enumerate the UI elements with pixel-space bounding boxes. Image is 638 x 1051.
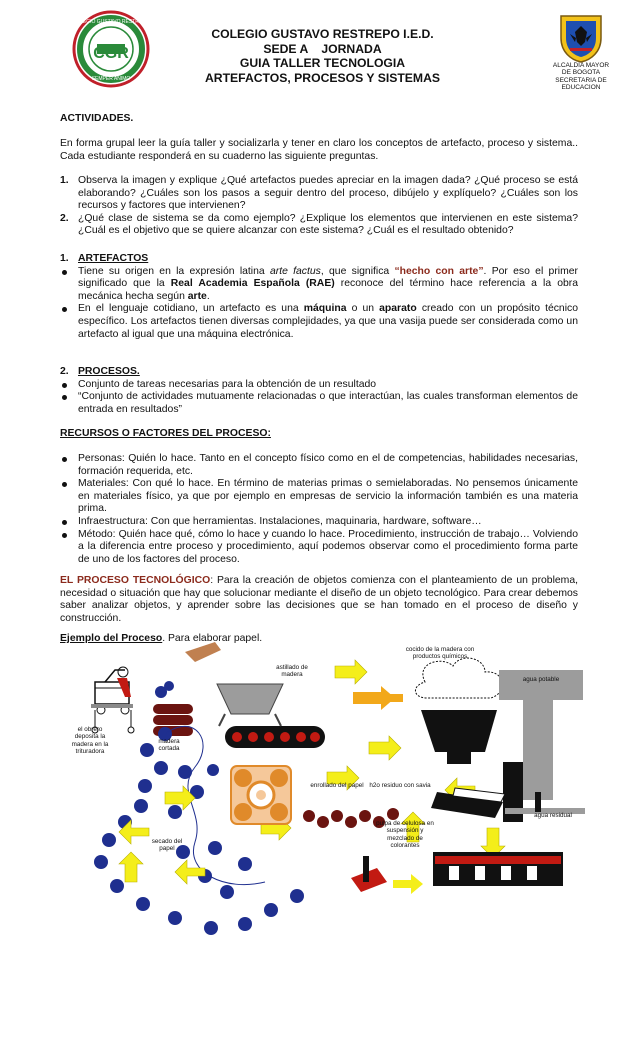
recursos-title: RECURSOS O FACTORES DEL PROCESO: xyxy=(60,428,271,439)
label-agua-residual: agua residual xyxy=(534,812,572,819)
text-run: Tiene su origen en la expresión latina xyxy=(78,265,270,277)
questions-list xyxy=(60,175,578,238)
text-bold: arte xyxy=(187,290,207,302)
text-run: . Por eso el primer significado que la xyxy=(78,265,578,290)
procesos-section xyxy=(60,366,578,416)
question-1 xyxy=(60,175,578,213)
recurso-metodo-text: Método: Quién hace qué, cómo lo hace y cuando lo hace. Procedimiento, instrucción de trabajo… Volviendo a la diferencia entre proceso y procedimiento, aquí podemos observar como el procedimiento forma parte de uno de los factores del proceso. xyxy=(78,528,578,565)
artefactos-heading xyxy=(60,253,578,266)
bullet-icon xyxy=(62,520,67,525)
bullet-icon xyxy=(62,270,67,275)
bullet-icon xyxy=(62,383,67,388)
text-bold: máquina xyxy=(303,303,347,315)
question-2 xyxy=(60,213,578,238)
proceso-tecnologico-title: EL PROCESO TECNOLÓGICO xyxy=(60,575,211,586)
document-header xyxy=(180,27,465,85)
procesos-bullet-2 xyxy=(60,391,578,416)
worker-cart-icon xyxy=(91,667,134,733)
procesos-bullet-1 xyxy=(60,379,578,392)
bullet-icon xyxy=(62,457,67,462)
label-secado: secado del papel xyxy=(151,838,183,853)
text-bold: aparato xyxy=(379,303,417,315)
grinder-hopper-icon xyxy=(185,642,283,726)
label-pulpa: pulpa de celulosa en suspensión y mezclado de colorantes xyxy=(376,820,434,849)
school-logo xyxy=(72,10,150,88)
alcaldia-line-3: SECRETARIA DE xyxy=(555,76,607,84)
procesos-number: 2. xyxy=(60,366,69,377)
artefactos-bullet-2 xyxy=(60,303,578,341)
artefactos-title: ARTEFACTOS xyxy=(78,253,149,264)
alcaldia-line-2: DE BOGOTA xyxy=(561,69,601,77)
label-enrollado: enrollado del papel xyxy=(310,782,364,789)
logo-text-bottom: SEMPER ANIMO xyxy=(91,76,131,82)
recurso-personas xyxy=(60,453,578,478)
roll-gears-icon xyxy=(231,766,291,824)
recurso-metodo xyxy=(60,529,578,567)
bullet-icon xyxy=(62,395,67,400)
recurso-materiales-text: Materiales: Con qué lo hace. En término de materias primas o semielaboradas. No pensemos únicamente en materiales físico, ya que por ejemplo en empresas de servicio la información también es una materia prima. xyxy=(78,478,578,515)
bullet-icon xyxy=(62,533,67,538)
text-bold-quote: “hecho con arte” xyxy=(394,265,484,277)
question-1-number: 1. xyxy=(60,175,69,186)
question-1-text: Observa la imagen y explique ¿Qué artefactos puedes apreciar en la imagen dada? ¿Qué proceso se está elaborando? ¿Cuáles son los pasos a seguir dentro del proceso, dibújelo y explíquelo? ¿Cuáles son los recursos y factores que intervienen? xyxy=(78,175,578,212)
header-school: COLEGIO GUSTAVO RESTREPO I.E.D. xyxy=(211,27,434,41)
paper-process-diagram xyxy=(65,642,585,942)
recurso-materiales xyxy=(60,478,578,516)
proceso-tecnologico-text: : Para la creación de objetos comienza con el planteamiento de un problema, necesidad o situación que hay que solucionar mediante el diseño de un objeto tecnológico. Para crear debemos saber analizar objetos, y aprender sobre las decisiones que se han tomado en el proceso de diseño y construcción. xyxy=(60,575,578,624)
artefactos-section xyxy=(60,253,578,341)
label-astillado: astillado de madera xyxy=(276,664,308,679)
text-run: En el lenguaje cotidiano, un artefacto es una xyxy=(78,303,304,315)
ejemplo-title: Ejemplo del Proceso xyxy=(60,633,163,644)
recursos-list xyxy=(60,453,578,566)
alcaldia-caption xyxy=(540,62,622,92)
recurso-infraestructura-text: Infraestructura: Con que herramientas. Instalaciones, maquinaria, hardware, software… xyxy=(78,515,482,527)
logo-text-top: COLEGIO GUSTAVO RESTREPO xyxy=(72,19,150,25)
text-run: reconoce del término hace referencia a la obra mecánica hecha según xyxy=(78,278,578,302)
conveyor-belt-icon xyxy=(225,726,325,748)
label-cocido: cocido de la madera con productos químicos xyxy=(405,646,475,661)
alcaldia-line-4: EDUCACION xyxy=(561,84,601,92)
label-agua-potable: agua potable xyxy=(522,676,560,683)
recurso-infraestructura xyxy=(60,516,578,529)
bogota-coat-of-arms-icon xyxy=(556,12,606,64)
procesos-title: PROCESOS. xyxy=(78,366,140,377)
label-h2o: h2o residuo con savia xyxy=(369,782,431,789)
text-run: o un xyxy=(346,303,380,315)
artefactos-number: 1. xyxy=(60,253,69,264)
bullet-icon xyxy=(62,482,67,487)
recurso-personas-text: Personas: Quién lo hace. Tanto en el concepto físico como en el de competencias, habilidades necesarias, formación requerida, etc. xyxy=(78,453,578,477)
header-guide: GUIA TALLER TECNOLOGIA xyxy=(239,56,406,71)
text-run: , que significa xyxy=(320,265,395,277)
actividades-intro: En forma grupal leer la guía taller y socializarla y tener en claro los conceptos de artefacto, proceso y sistema.. Cada estudiante responderá en su cuaderno las siguiente preguntas. xyxy=(60,138,578,162)
actividades-title: ACTIVIDADES. xyxy=(60,113,134,124)
label-madera-cortada: madera cortada xyxy=(158,738,180,753)
orange-pipe-icon xyxy=(353,686,403,710)
artefactos-bullet-1 xyxy=(60,266,578,304)
diagram-artwork xyxy=(65,642,585,942)
label-obrero: el obrero deposita la madera en la trituradora xyxy=(71,726,109,755)
text-run: . xyxy=(206,290,210,302)
question-2-text: ¿Qué clase de sistema se da como ejemplo? ¿Explique los elementos que intervienen en este sistema? ¿Cuál es el objetivo que se quiere alcanzar con este sistema? ¿Cuál es el resultado obtenido? xyxy=(78,212,578,237)
bullet-icon xyxy=(62,307,67,312)
procesos-bullet-1-text: Conjunto de tareas necesarias para la obtención de un resultado xyxy=(78,378,377,390)
ejemplo-text: . Para elaborar papel. xyxy=(162,633,263,644)
question-2-number: 2. xyxy=(60,212,69,224)
cooking-tank-icon xyxy=(415,658,502,764)
header-sede: SEDE A JORNADA xyxy=(263,41,382,56)
procesos-bullet-2-text: “Conjunto de actividades mutuamente relacionadas o que interactúan, las cuales transforman elementos de entrada en resultados” xyxy=(78,391,578,415)
text-run: creado con un propósito técnico específico. Los artefactos tienen diversas complejidades, ya que una vasija puede ser considerada como un artefacto al igual que una máquina electrónica. xyxy=(78,303,578,340)
text-italic: arte factus xyxy=(269,265,321,277)
proceso-tecnologico xyxy=(60,575,578,625)
alcaldia-line-1: ALCALDIA MAYOR xyxy=(552,62,610,69)
header-topic: ARTEFACTOS, PROCESOS Y SISTEMAS xyxy=(205,70,440,85)
logo-monogram: CGR xyxy=(93,45,129,62)
text-bold: Real Academia Española (RAE) xyxy=(170,278,335,290)
procesos-heading xyxy=(60,366,578,379)
